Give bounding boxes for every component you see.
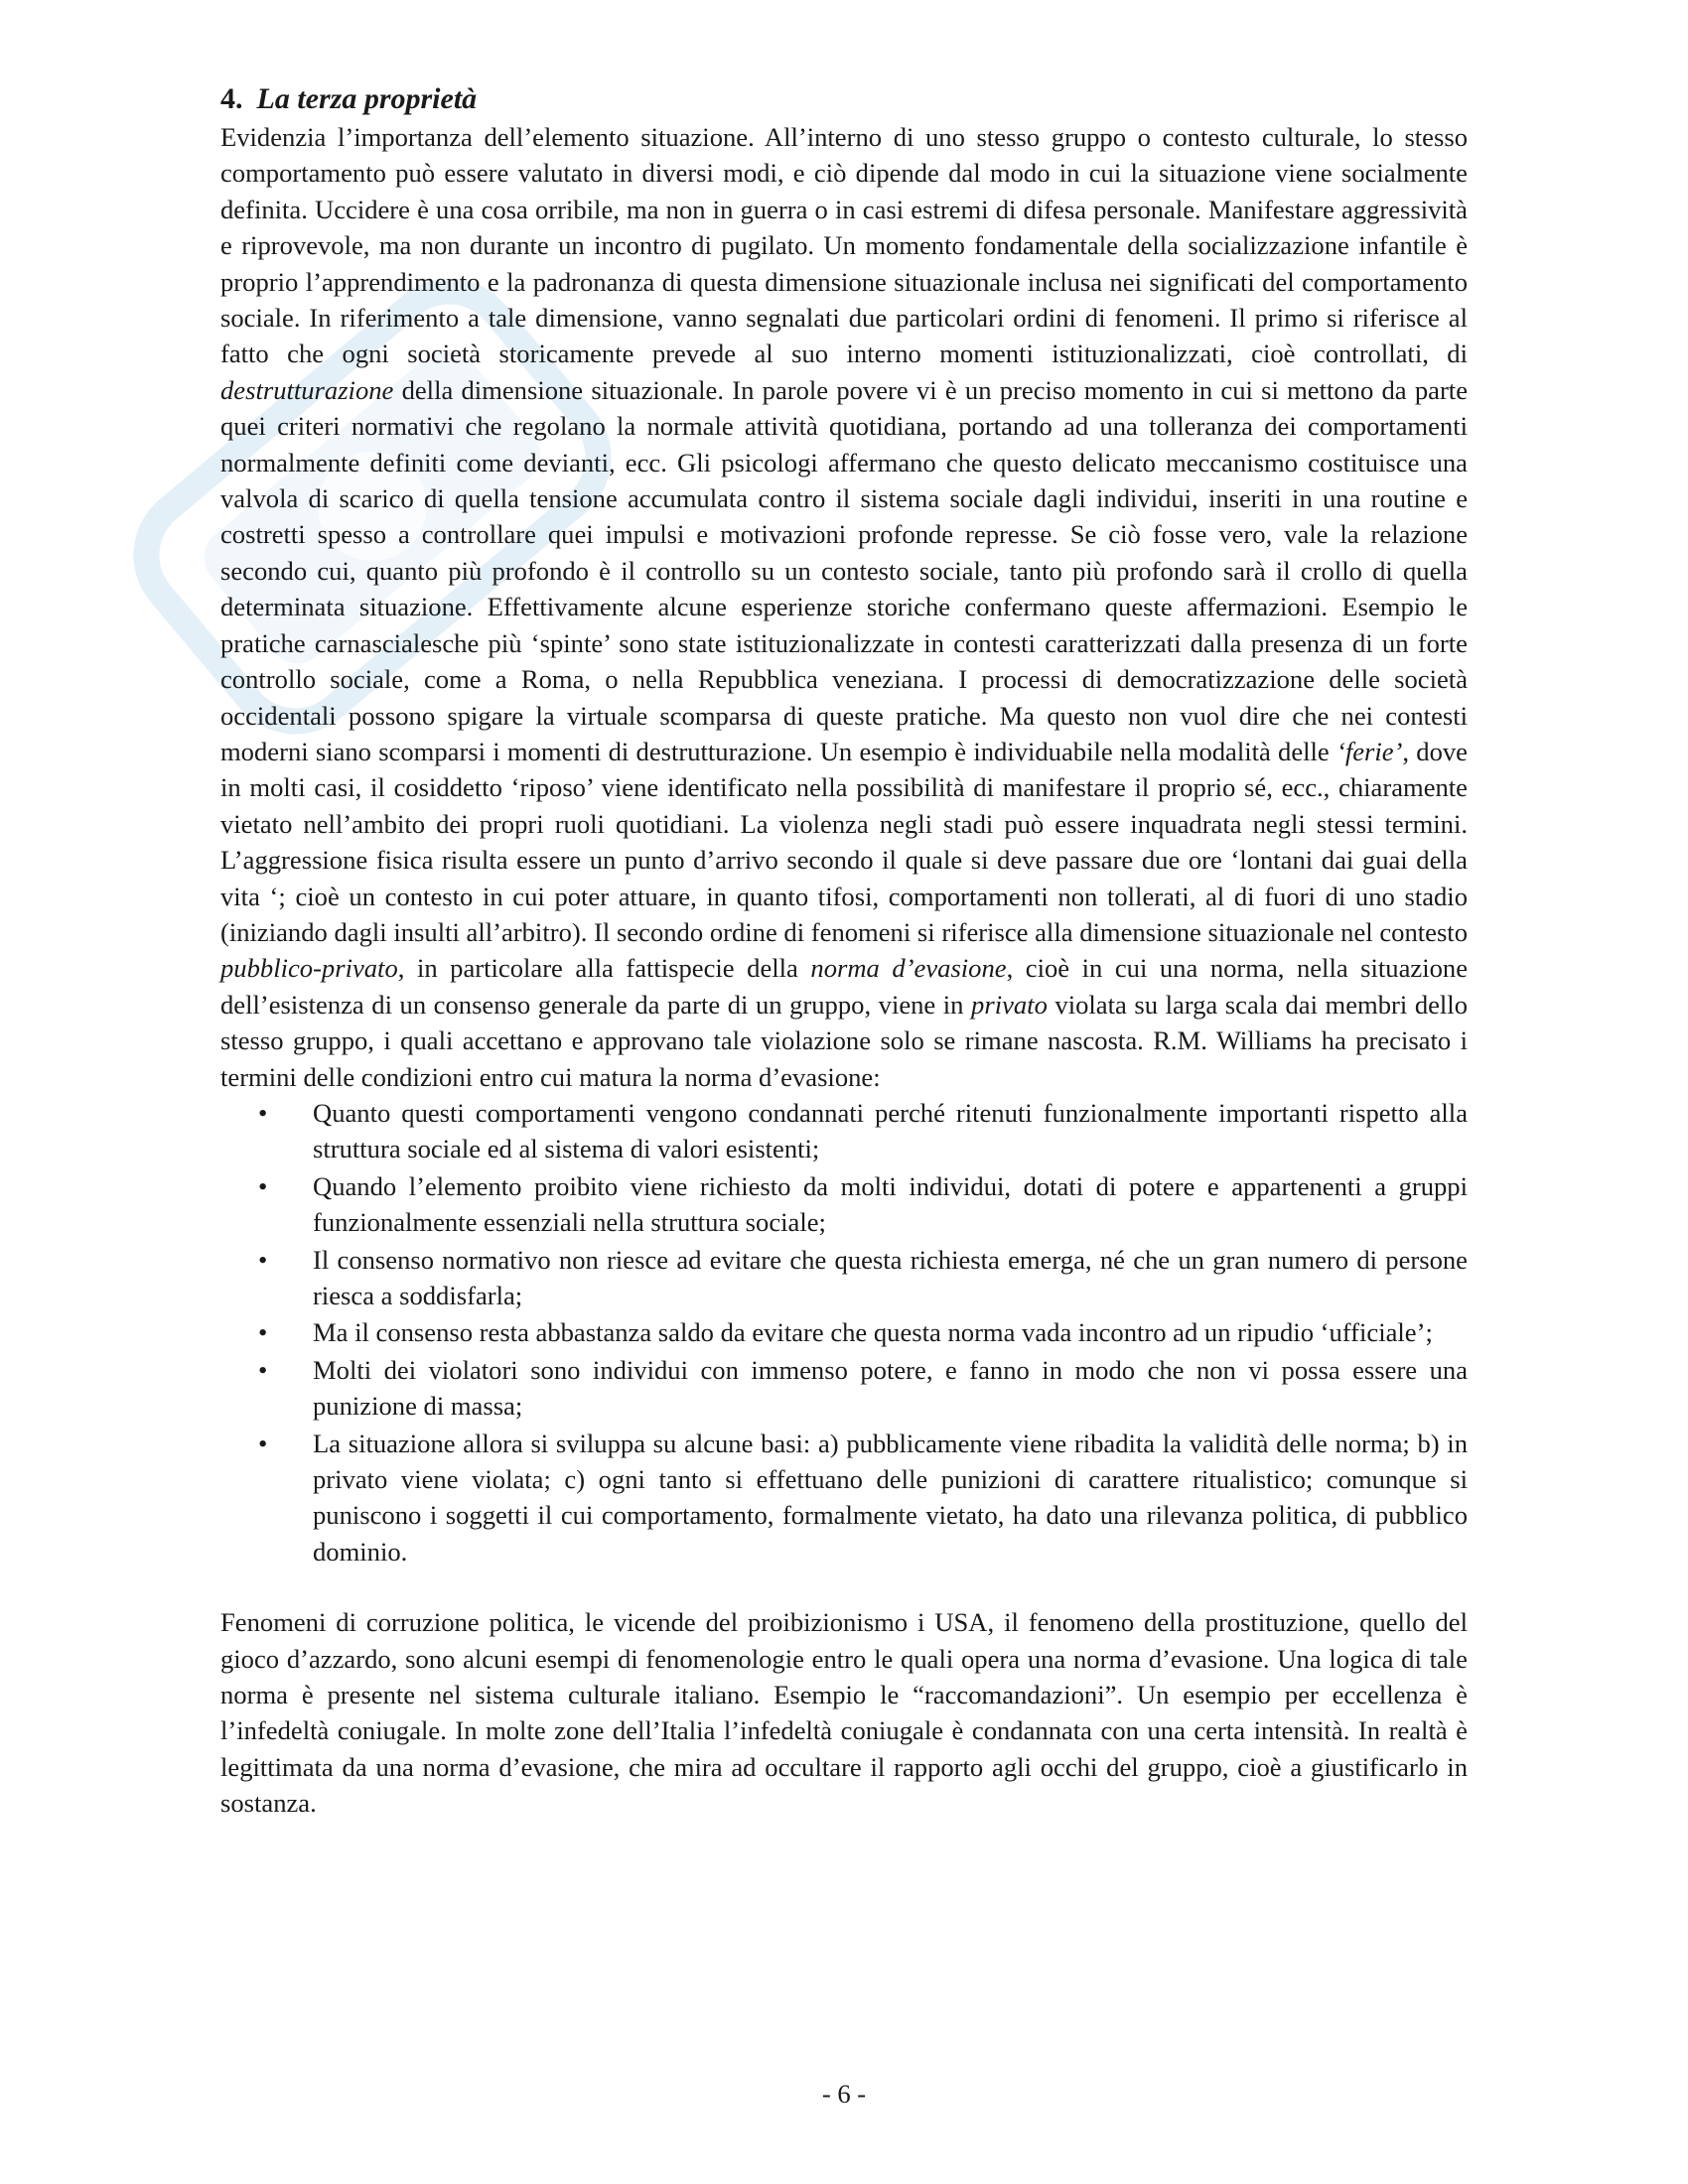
list-item bbox=[258, 1168, 1468, 1241]
paragraph-segment: , in particolare alla fattispecie della bbox=[397, 953, 811, 984]
main-paragraph bbox=[220, 119, 1468, 1095]
list-item-text: Quanto questi comportamenti vengono condannati perché ritenuti funzionalmente importanti rispetto alla struttura sociale ed al sistema di valori esistenti; bbox=[313, 1097, 1468, 1164]
page-number: - 6 - bbox=[821, 2079, 867, 2109]
paragraph-segment-italic: norma d’evasione bbox=[810, 953, 1007, 984]
paragraph-segment: violata su larga scala dai membri dello stesso gruppo, i quali accettano e approvano tale violazione solo se rimane nascosta. R.M. Williams ha precisato i termini delle condizioni entro cui matura la norma d’evasione: bbox=[220, 989, 1468, 1092]
closing-paragraph: Fenomeni di corruzione politica, le vicende del proibizionismo i USA, il fenomeno della prostituzione, quello del gioco d’azzardo, sono alcuni esempi di fenomenologie entro le quali opera una norma d’evasione. Una logica di tale norma è presente nel sistema culturale italiano. Esempio le “raccomandazioni”. Un esempio per eccellenza è l’infedeltà coniugale. In molte zone dell’Italia l’infedeltà coniugale è condannata con una certa intensità. In realtà è legittimata da una norma d’evasione, che mira ad occultare il rapporto agli occhi del gruppo, cioè a giustificarlo in sostanza. bbox=[220, 1607, 1468, 1819]
document-page bbox=[220, 81, 1468, 1822]
list-item-text: Molti dei violatori sono individui con immenso potere, e fanno in modo che non vi possa essere una punizione di massa; bbox=[313, 1354, 1468, 1422]
list-item bbox=[258, 1095, 1468, 1167]
list-item-text: La situazione allora si sviluppa su alcune basi: a) pubblicamente viene ribadita la validità delle norma; b) in privato viene violata; c) ogni tanto si effettuano delle punizioni di carattere ritualistico; comunque si puniscono i soggetti il cui comportamento, formalmente vietato, ha dato una rilevanza politica, di pubblico dominio. bbox=[313, 1428, 1468, 1567]
section-title: La terza proprietà bbox=[256, 82, 478, 115]
bullet-icon: • bbox=[258, 1244, 268, 1275]
list-item-text: Ma il consenso resta abbastanza saldo da evitare che questa norma vada incontro ad un ripudio ‘ufficiale’; bbox=[313, 1317, 1433, 1348]
paragraph-segment-italic: pubblico-privato bbox=[220, 953, 398, 984]
section-heading bbox=[220, 81, 1468, 117]
paragraph-segment: , cioè in cui una norma, nella situazione dell’esistenza di un consenso generale da parte di un gruppo, viene in bbox=[220, 953, 1468, 1020]
list-item-text: Quando l’elemento proibito viene richiesto da molti individui, dotati di potere e appartenenti a gruppi funzionalmente essenziali nella struttura sociale; bbox=[313, 1170, 1468, 1238]
bullet-icon: • bbox=[258, 1317, 268, 1348]
section-number: 4. bbox=[220, 82, 243, 115]
bullet-icon: • bbox=[258, 1097, 268, 1128]
paragraph-segment-italic: destrutturazione bbox=[220, 374, 394, 405]
list-item bbox=[258, 1242, 1468, 1314]
paragraph-segment: della dimensione situazionale. In parole povere vi è un preciso momento in cui si mettono da parte quei criteri normativi che regolano la normale attività quotidiana, portando ad una tolleranza dei comportamenti normalmente definiti come devianti, ecc. Gli psicologi affermano che questo delicato meccanismo costituisce una valvola di scarico di quella tensione accumulata contro il sistema sociale dagli individui, inseriti in una routine e costretti spesso a controllare quei impulsi e motivazioni profonde represse. Se ciò fosse vero, vale la relazione secondo cui, quanto più profondo è il controllo su un contesto sociale, tanto più profondo sarà il crollo di quella determinata situazione. Effettivamente alcune esperienze storiche confermano queste affermazioni. Esempio le pratiche carnascialesche più ‘spinte’ sono state istituzionalizzate in contesti caratterizzati dalla presenza di un forte controllo sociale, come a Roma, o nella Repubblica veneziana. I processi di democratizzazione delle società occidentali possono spigare la virtuale scomparsa di queste pratiche. Ma questo non vuol dire che nei contesti moderni siano scomparsi i momenti di destrutturazione. Un esempio è individuabile nella modalità delle bbox=[220, 374, 1468, 766]
list-item-text: Il consenso normativo non riesce ad evitare che questa richiesta emerga, né che un gran numero di persone riesca a soddisfarla; bbox=[313, 1244, 1468, 1310]
paragraph-segment-italic: ‘ferie’ bbox=[1336, 736, 1403, 766]
paragraph-segment: , dove in molti casi, il cosiddetto ‘riposo’ viene identificato nella possibilità di manifestare il proprio sé, ecc., chiaramente vietato nell’ambito dei propri ruoli quotidiani. La violenza negli stadi può essere inquadrata negli stessi termini. L’aggressione fisica risulta essere un punto d’arrivo secondo il quale si deve passare due ore ‘lontani dai guai della vita ‘; cioè un contesto in cui poter attuare, in quanto tifosi, comportamenti non tollerati, al di fuori di uno stadio (iniziando dagli insulti all’arbitro). Il secondo ordine di fenomeni si riferisce alla dimensione situazionale nel contesto bbox=[220, 736, 1468, 947]
list-item bbox=[258, 1314, 1468, 1350]
bullet-icon: • bbox=[258, 1354, 268, 1385]
list-item bbox=[258, 1426, 1468, 1570]
paragraph-segment: Evidenzia l’importanza dell’elemento situazione. All’interno di uno stesso gruppo o contesto culturale, lo stesso comportamento può essere valutato in diversi modi, e ciò dipende dal modo in cui la situazione viene socialmente definita. Uccidere è una cosa orribile, ma non in guerra o in casi estremi di difesa personale. Manifestare aggressività e riprovevole, ma non durante un incontro di pugilato. Un momento fondamentale della socializzazione infantile è proprio l’apprendimento e la padronanza di questa dimensione situazionale inclusa nei significati del comportamento sociale. In riferimento a tale dimensione, vanno segnalati due particolari ordini di fenomeni. Il primo si riferisce al fatto che ogni società storicamente prevede al suo interno momenti istituzionalizzati, cioè controllati, di bbox=[220, 122, 1468, 369]
bullet-icon: • bbox=[258, 1170, 268, 1201]
list-item bbox=[258, 1352, 1468, 1425]
bullet-icon: • bbox=[258, 1428, 268, 1458]
conditions-list bbox=[220, 1095, 1468, 1570]
paragraph-segment-italic: privato bbox=[971, 989, 1048, 1020]
